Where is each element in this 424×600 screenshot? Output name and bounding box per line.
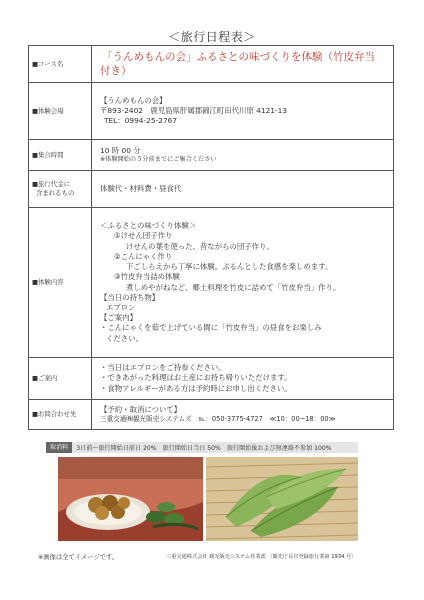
content-row [29,208,394,358]
notice-label: ■ご案内 [29,358,92,400]
venue-name: 【うんめもんの会】 [100,95,167,105]
course-label: ■コース名 [29,46,92,83]
image-disclaimer: ※画像は全てイメージです。 [38,554,119,561]
course-row [29,46,394,83]
meeting-value [92,140,394,171]
dango-photo [58,457,203,541]
course-title: 「うんめもんの会」ふるさとの味づくりを体験（竹皮弁当付き） [100,50,375,77]
bring-item: エプロン [106,302,136,312]
guide-heading: 【ご案内】 [100,313,137,323]
course-value [92,46,394,83]
cancellation-fee-bar [46,442,358,453]
cancellation-text: 3日前～旅行開始日前日 20% 旅行開始日当日 50% 旅行開始後および無連絡不参加 100% [76,445,332,452]
contact-heading: 【予約・取消について】 [100,404,182,414]
meeting-row [29,140,394,171]
meeting-label: ■集合時間 [29,140,92,171]
content-item2-desc: 下ごしらえから丁寧に体験。ぷるんとした食感を楽しめます。 [126,262,333,272]
contact-row [29,400,394,430]
included-row [29,171,394,208]
venue-label: ■体験会場 [29,83,92,140]
guide-text-2: ください。 [106,333,143,343]
content-item1-title: ①けせん団子作り [114,231,173,241]
page-title: ＜旅行日程表＞ [168,30,256,44]
venue-row [29,83,394,140]
included-value: 体験代・材料費・昼食代 [92,171,394,208]
content-value [92,208,394,358]
bamboo-bento-photo [206,457,358,541]
notice-line-2: ・できあがった料理はお土産にお持ち帰りいただけます。 [100,373,292,383]
content-label: ■体験内容 [29,208,92,358]
venue-address: 〒893-2402 鹿児島県肝属郡錦江町田代川原 4121-13 [100,105,288,115]
contact-label: ■お問合わせ先 [29,400,92,430]
contact-value [92,400,394,430]
content-item3-title: ③竹皮弁当詰め体験 [114,272,180,282]
included-label: ■旅行代金に 含まれるもの [29,171,92,208]
bring-heading: 【当日の持ち物】 [100,292,160,302]
meeting-note: ※体験開始の５分前までにご集合ください [100,155,217,163]
content-item3-desc: 煮しめやがねなど、郷土料理を竹皮に詰めて「竹皮弁当」作り。 [126,282,341,292]
contact-detail: 三重交通㈱観光販売システムズ ℡：050-3775-4727 ≪10：00~18：00≫ [100,415,336,424]
notice-row [29,358,394,400]
guide-text-1: ・こんにゃくを茹で上げている間に「竹皮弁当」の昼食をお楽しみ [100,323,322,333]
venue-value [92,83,394,140]
meeting-time: 10 時 00 分 [100,145,141,155]
content-item1-desc: けせんの葉を使った、昔ながらの団子作り。 [126,241,274,251]
venue-tel: TEL：0994-25-2767 [104,116,178,126]
cancellation-tag: 取消料 [46,442,72,453]
company-info: 三重交通株式会社 観光販売システム営業部 〔観光庁長官登録旅行業第 1934 号〕 [166,554,357,560]
notice-line-3: ・食物アレルギーがある方は予約時にお申し出ください。 [100,383,292,393]
notice-line-1: ・当日はエプロンをご持参ください。 [100,363,226,373]
itinerary-table [28,45,394,430]
content-item2-title: ②こんにゃく作り [114,251,173,261]
notice-value [92,358,394,400]
content-heading: ＜ふるさとの味づくり体験＞ [100,221,197,231]
